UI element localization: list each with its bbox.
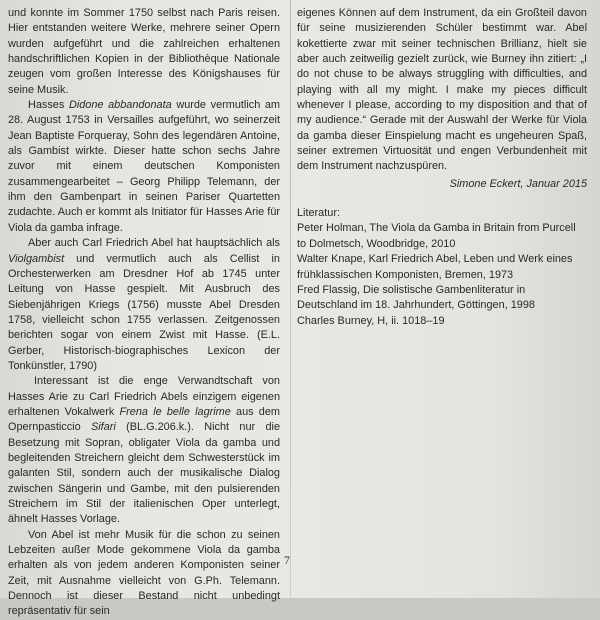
literature-item: Fred Flassig, Die solistische Gambenliteratur in Deutschland im 18. Jahrhundert, Göttingen, 1998: [297, 283, 535, 312]
emphasis: Violgambist: [8, 252, 65, 265]
text-run: Interessant ist die enge Verwandtschaft von Hasses Arie zu Carl Friedrich Abels einzigem eigenen erhaltenen Vokalwerk: [8, 375, 280, 418]
opera-title: Didone abbandonata: [68, 99, 172, 112]
left-column: [8, 6, 280, 620]
right-column: [297, 6, 587, 329]
paragraph: [8, 98, 280, 236]
literature-heading: Literatur:: [297, 207, 340, 220]
literature-item: Charles Burney, H, ii. 1018–19: [297, 314, 445, 327]
author-signature: Simone Eckert, Januar 2015: [449, 177, 587, 190]
page-number: 7: [284, 553, 290, 567]
text-run: Hasses: [28, 99, 69, 112]
text-run: wurde vermutlich am 28. August 1753 in Versailles aufgeführt, wo seinerzeit Jean Baptiste Forqueray, Sohn des legendären Antoine, als Gambist wirkte. Dieser hatte schon sechs Jahre zuvor mit einem deutschen Komponisten zusammengearbeitet – Georg Philipp Telemann, der ihm den Gambenpart in seinen Pariser Quartetten zudachte. Auch er kommt als Initiator für Hasses Arie für Viola da gamba infrage.: [8, 99, 281, 234]
paragraph: Von Abel ist mehr Musik für die schon zu seinen Lebzeiten außer Mode gekommene Viola da gamba erhalten als von jedem anderen Komponisten seiner Zeit, mit Ausnahme vielleicht von G.Ph. Telemann. Dennoch ist dieser Bestand nicht unbedingt repräsentativ für sein: [8, 528, 280, 618]
literature-item: Walter Knape, Karl Friedrich Abel, Leben und Werk eines frühklassischen Komponisten, Bremen, 1973: [297, 253, 573, 281]
opera-title: Sifari: [90, 421, 116, 434]
aria-title: Frena le belle lagrime: [119, 405, 231, 418]
paragraph: [8, 374, 280, 527]
text-run: und vermutlich auch als Cellist in Orchesterwerken am Dresdner Hof ab 1745 unter Leitung von Hasse gespielt. Mit Ausbruch des Siebenjährigen Kriegs (1756) musste Abel Dresden 1758, vielleicht schon 1755 verlassen. Zeitgenossen berichten sogar von einem Zwist mit Hasse. (E.L. Gerber, Historisch-biographisches Lexicon der Tonkünstler, 1790): [8, 252, 280, 372]
text-run: aus dem Opernpasticcio: [8, 405, 280, 434]
text-run: (BL.G.206.k.). Nicht nur die Besetzung mit Sopran, obligater Viola da gamba und begleitenden Streichern gleicht dem Schwesterstück im galanten Stil, sondern auch der musikalische Dialog zwischen Sängerin und Gambe, mit den pulsierenden Streichern im Stil der italienischen Oper unterlegt, ähnelt Hasses Vorlage.: [8, 421, 281, 526]
paragraph: und konnte im Sommer 1750 selbst nach Paris reisen. Hier entstanden weitere Werke, mehrere seiner Opern wurden aufgeführt und die zahlreichen erhaltenen handschriftlichen Kopien in der Bibliothèque Nationale zeugen vom großen Interesse des Königshauses für seine Musik.: [8, 7, 280, 96]
literature-item: Peter Holman, The Viola da Gamba in Britain from Purcell to Dolmetsch, Woodbridge, 2010: [297, 222, 576, 250]
literature-section: [297, 206, 587, 329]
paragraph: eigenes Können auf dem Instrument, da ein Großteil davon für seine musizierenden Schüler bestimmt war. Abel kokettierte zwar mit seiner technischen Brillianz, hielt sie aber auch zeitweilig gezielt zurück, wie Burney ihn zitiert: „I do not chuse to be always struggling with difficulties, and playing with all my might. I make my pieces difficult whenever I please, according to my disposition and that of my audience.“ Gerade mit der Auswahl der Werke für Viola da gamba dieser Einspielung macht es ungeheuren Spaß, seiner extremen Virtuosität und engen Verbundenheit mit dem Instrument nachzuspüren.: [297, 7, 587, 173]
paragraph: [8, 236, 280, 374]
text-run: Aber auch Carl Friedrich Abel hat hauptsächlich als: [28, 237, 280, 250]
page-fold: [290, 0, 291, 598]
